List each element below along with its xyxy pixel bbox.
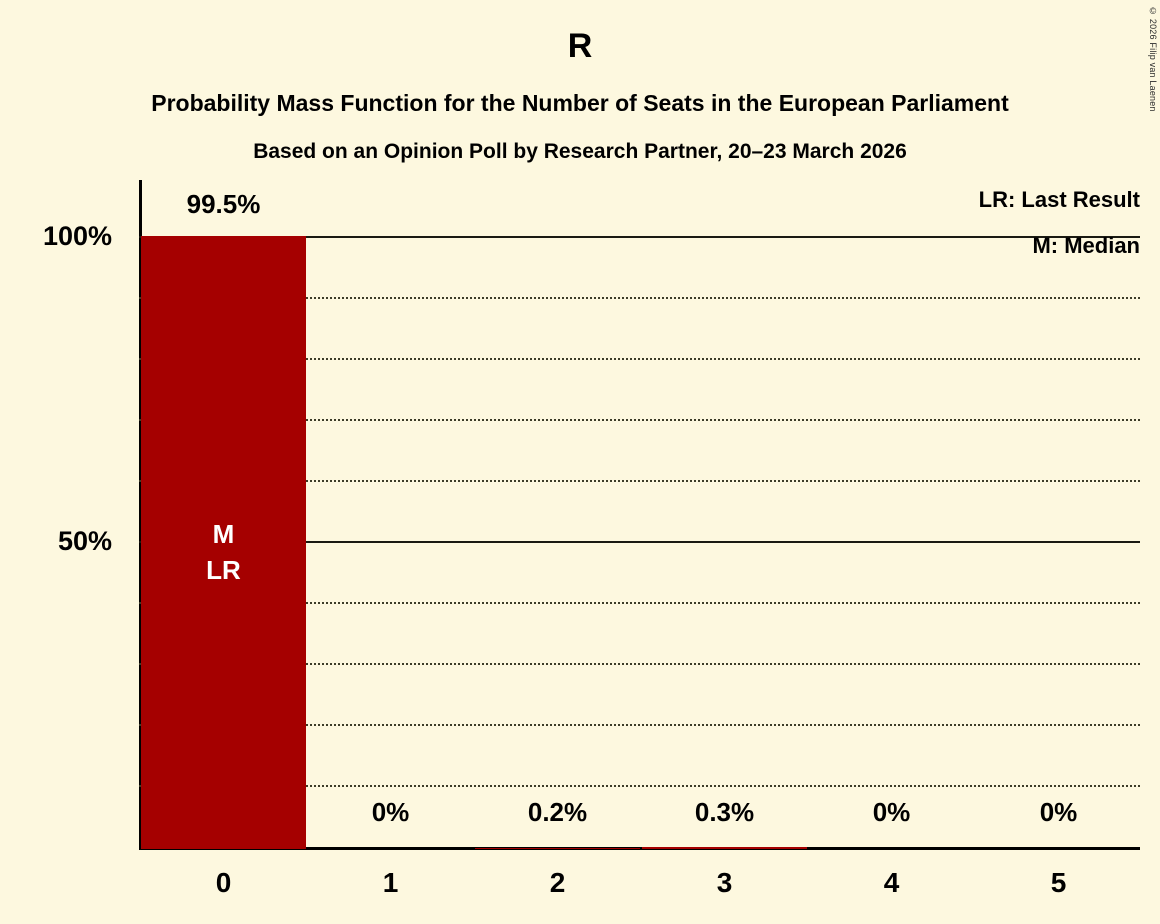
value-label-4: 0%: [872, 797, 911, 827]
copyright-notice: © 2026 Filip van Laenen: [1148, 6, 1158, 112]
legend-median: M: Median: [1032, 233, 1140, 258]
bar-0: [141, 236, 306, 849]
value-label-2: 0.2%: [527, 797, 588, 827]
y-tick-label-100: 100%: [42, 221, 112, 251]
value-label-5: 0%: [1039, 797, 1078, 827]
x-tick-label-3: 3: [716, 867, 733, 898]
x-tick-label-0: 0: [215, 867, 232, 898]
y-tick-label-50: 50%: [57, 526, 112, 556]
x-tick-label-1: 1: [382, 867, 399, 898]
x-tick-label-2: 2: [549, 867, 566, 898]
x-tick-label-4: 4: [883, 867, 900, 898]
bar-marker-median: M: [212, 519, 235, 549]
legend-last-result: LR: Last Result: [978, 187, 1140, 212]
value-label-1: 0%: [371, 797, 410, 827]
chart-subtitle-primary: Probability Mass Function for the Number of Seats in the European Parliament: [151, 90, 1009, 116]
bar-3: [642, 847, 807, 849]
chart-plot-area: [42, 180, 1140, 849]
page-title: R: [567, 27, 593, 65]
bar-2: [475, 848, 640, 849]
chart-subtitle-secondary: Based on an Opinion Poll by Research Partner, 20–23 March 2026: [253, 140, 907, 163]
x-tick-label-5: 5: [1050, 867, 1067, 898]
value-label-3: 0.3%: [694, 797, 755, 827]
bar-marker-last-result: LR: [206, 555, 241, 585]
value-label-0: 99.5%: [186, 189, 261, 219]
